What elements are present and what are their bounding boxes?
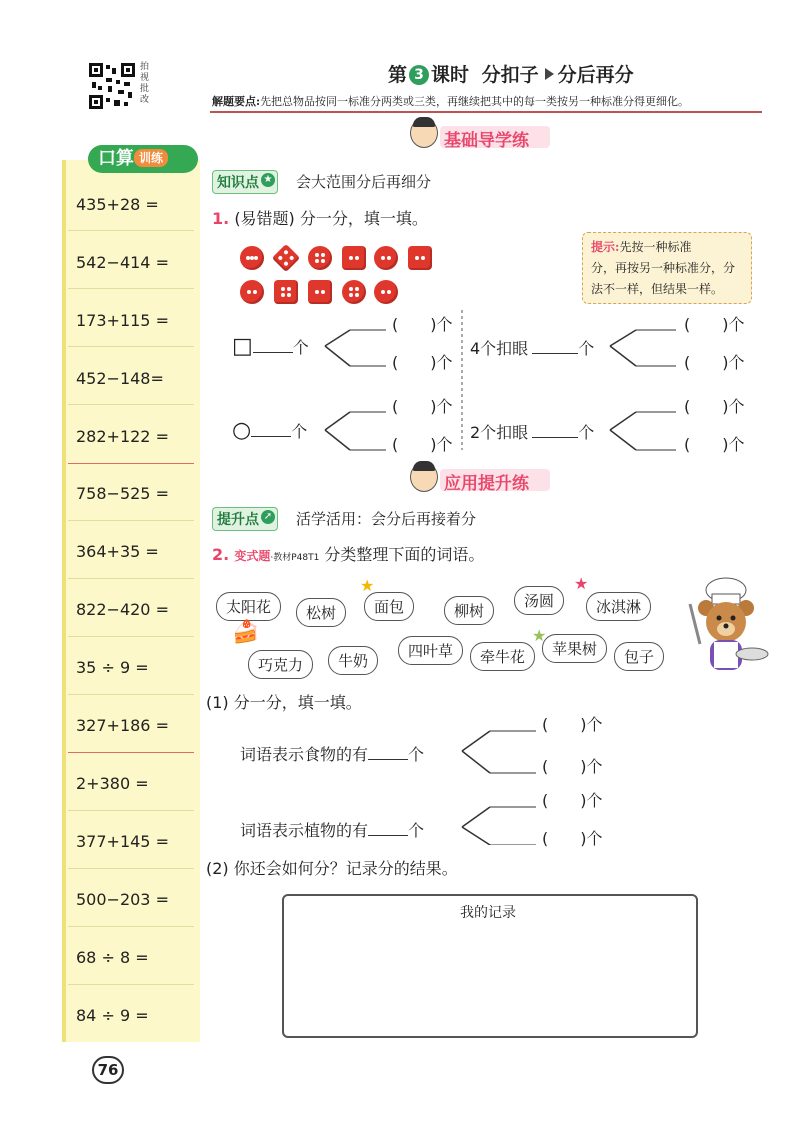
calc-problem-5: 282+122 = [76, 427, 169, 446]
source-label: ·教材P48T1 [270, 553, 320, 563]
circle-group: ○ 个 [232, 418, 308, 443]
answer-paren[interactable]: ( )个 [684, 315, 745, 334]
food-group: 词语表示食物的有 个 [240, 745, 425, 764]
calc-problem-15: 84 ÷ 9 = [76, 1006, 149, 1025]
improve-tag-label: 提升点 [217, 512, 259, 528]
plant-group: 词语表示植物的有 个 [240, 821, 425, 840]
button-picture [272, 244, 300, 272]
button-picture [408, 246, 432, 270]
qr-code [88, 62, 136, 110]
word-card: 松树 [296, 598, 346, 627]
sub-question-2: (2) 你还会如何分？记录分的结果。 [206, 859, 458, 878]
calc-problem-1: 435+28 = [76, 195, 159, 214]
knowledge-text: 会大范围分后再细分 [296, 173, 432, 191]
record-title: 我的记录 [460, 905, 516, 921]
divider [68, 346, 194, 347]
divider [68, 520, 194, 521]
answer-paren[interactable]: ( )个 [542, 757, 603, 776]
badge-main: 口算 [98, 148, 134, 169]
question-1 [212, 206, 428, 229]
star-icon: ★ [532, 626, 547, 645]
knowledge-tag-label: 知识点 [217, 175, 259, 191]
button-picture [240, 246, 264, 270]
key-points [212, 93, 689, 109]
word-card: 面包 [364, 592, 414, 621]
divider [68, 810, 194, 811]
word-card: 苹果树 [542, 634, 607, 663]
knowledge-tag [212, 170, 278, 194]
variant-label: 变式题 [234, 549, 271, 563]
badge-sub: 训练 [134, 149, 168, 167]
question-1-text: (易错题) 分一分，填一填。 [234, 209, 428, 228]
divider [68, 984, 194, 985]
qr-caption: 拍视批改 [140, 62, 150, 105]
button-picture [374, 246, 398, 270]
answer-blank[interactable] [253, 352, 293, 353]
star-icon: ★ [360, 576, 375, 595]
button-picture [308, 246, 332, 270]
student-face-icon [410, 118, 438, 148]
calc-problem-9: 35 ÷ 9 = [76, 658, 149, 677]
answer-paren[interactable]: ( )个 [684, 435, 745, 454]
student-face-icon [410, 462, 438, 492]
calc-problem-12: 377+145 = [76, 832, 169, 851]
improve-text: 活学活用：会分后再接着分 [296, 510, 477, 528]
word-card: 巧克力 [248, 650, 313, 679]
divider [68, 288, 194, 289]
divider [68, 636, 194, 637]
calc-problem-13: 500−203 = [76, 890, 169, 909]
lesson-prefix: 第 [388, 64, 408, 86]
answer-blank[interactable] [532, 437, 578, 438]
hint-label: 提示: [591, 240, 620, 254]
word-card: 汤圆 [514, 586, 564, 615]
calc-problem-11: 2+380 = [76, 774, 149, 793]
divider [68, 230, 194, 231]
section2-banner: 应用提升练 [444, 474, 529, 494]
answer-paren[interactable]: ( )个 [392, 435, 453, 454]
circle-icon: ○ [232, 418, 252, 443]
question-2-number: 2. [212, 545, 230, 564]
hint-line-2: 分，再按另一种标准分，分 [591, 261, 736, 275]
answer-blank[interactable] [251, 436, 291, 437]
word-card: 冰淇淋 [586, 592, 651, 621]
four-holes-group: 4个扣眼 个 [470, 339, 595, 358]
header-rule [210, 111, 762, 113]
question-2-text: 分类整理下面的词语。 [324, 545, 485, 564]
answer-paren[interactable]: ( )个 [684, 353, 745, 372]
answer-paren[interactable]: ( )个 [392, 397, 453, 416]
answer-paren[interactable]: ( )个 [684, 397, 745, 416]
answer-paren[interactable]: ( )个 [542, 715, 603, 734]
divider [68, 926, 194, 927]
calc-problem-2: 542−414 = [76, 253, 169, 272]
answer-paren[interactable]: ( )个 [392, 353, 453, 372]
calc-problem-10: 327+186 = [76, 716, 169, 735]
improve-tag [212, 507, 278, 531]
unit-title: 分扣子 [481, 64, 539, 86]
word-card: 四叶草 [398, 636, 463, 665]
divider [68, 868, 194, 869]
page-number: 76 [92, 1056, 124, 1084]
key-label: 解题要点: [212, 95, 261, 108]
lesson-title [388, 60, 634, 87]
divider [68, 463, 194, 464]
answer-blank[interactable] [368, 759, 408, 760]
arrow-icon: ➚ [261, 510, 275, 524]
hint-line-3: 法不一样，但结果一样。 [591, 282, 724, 296]
cake-icon: 🍰 [232, 620, 260, 645]
divider [68, 578, 194, 579]
answer-paren[interactable]: ( )个 [392, 315, 453, 334]
lesson-number: 3 [409, 65, 429, 85]
sub-question-1: (1) 分一分，填一填。 [206, 693, 362, 712]
answer-paren[interactable]: ( )个 [542, 829, 603, 848]
word-card: 包子 [614, 642, 664, 671]
square-group: □ 个 [232, 334, 309, 359]
calc-problem-4: 452−148= [76, 369, 164, 388]
divider [68, 404, 194, 405]
star-icon: ★ [261, 173, 275, 187]
button-picture [342, 246, 366, 270]
calc-problem-6: 758−525 = [76, 484, 169, 503]
star-icon: ★ [574, 574, 589, 593]
word-card: 柳树 [444, 596, 494, 625]
answer-blank[interactable] [368, 835, 408, 836]
two-holes-group: 2个扣眼 个 [470, 423, 595, 442]
calc-problem-8: 822−420 = [76, 600, 169, 619]
hint-line-1: 提示:先按一种标准 [591, 240, 692, 254]
divider [68, 752, 194, 753]
word-card: 太阳花 [216, 592, 281, 621]
square-icon: □ [232, 334, 253, 359]
divider [68, 694, 194, 695]
calc-problem-14: 68 ÷ 8 = [76, 948, 149, 967]
word-card: 牛奶 [328, 646, 378, 675]
hint-box [582, 232, 752, 304]
calc-problem-7: 364+35 = [76, 542, 159, 561]
answer-paren[interactable]: ( )个 [542, 791, 603, 810]
question-2 [212, 542, 484, 565]
word-card: 牵牛花 [470, 642, 535, 671]
section1-banner: 基础导学练 [444, 131, 529, 151]
bear-chef-icon [676, 574, 776, 684]
oral-calc-badge [88, 145, 198, 173]
answer-blank[interactable] [532, 353, 578, 354]
triangle-right-icon [545, 68, 554, 80]
topic-title: 分后再分 [557, 64, 634, 86]
question-1-number: 1. [212, 209, 230, 228]
calc-problem-3: 173+115 = [76, 311, 169, 330]
key-text: 先把总物品按同一标准分两类或三类，再继续把其中的每一类按另一种标准分得更细化。 [260, 95, 690, 108]
lesson-suffix: 课时 [431, 64, 470, 86]
